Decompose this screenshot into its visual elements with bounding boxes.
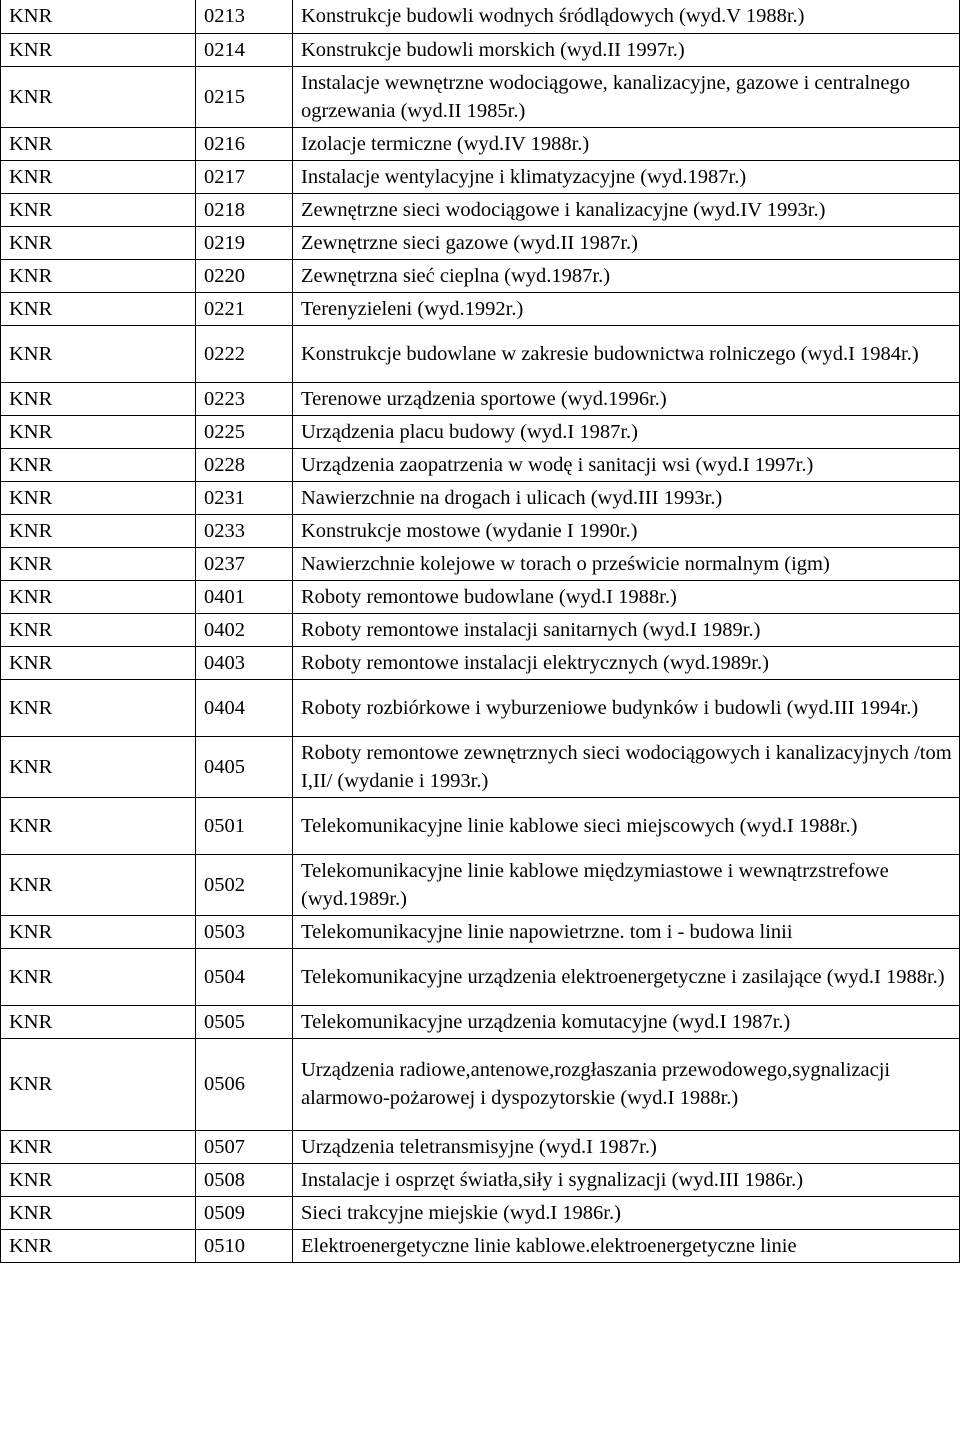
catalog-title-cell: Terenyzieleni (wyd.1992r.) [293,292,960,325]
catalog-prefix-cell: KNR [1,325,196,382]
table-row [1,382,960,415]
catalog-code-cell: 0508 [196,1163,293,1196]
catalog-title-cell: Urządzenia teletransmisyjne (wyd.I 1987r.) [293,1130,960,1163]
catalog-title-cell: Nawierzchnie na drogach i ulicach (wyd.III 1993r.) [293,481,960,514]
catalog-title-cell: Telekomunikacyjne linie napowietrzne. tom i - budowa linii [293,915,960,948]
catalog-prefix-cell: KNR [1,448,196,481]
catalog-code-cell: 0509 [196,1196,293,1229]
catalog-title-cell: Urządzenia zaopatrzenia w wodę i sanitacji wsi (wyd.I 1997r.) [293,448,960,481]
catalog-code-cell: 0505 [196,1005,293,1038]
table-row [1,448,960,481]
catalog-code-cell: 0403 [196,646,293,679]
catalog-code-cell: 0502 [196,854,293,915]
table-row [1,481,960,514]
table-row [1,854,960,915]
catalog-title-cell: Nawierzchnie kolejowe w torach o prześwicie normalnym (igm) [293,547,960,580]
catalog-title-cell: Konstrukcje mostowe (wydanie I 1990r.) [293,514,960,547]
catalog-code-cell: 0405 [196,736,293,797]
table-row [1,646,960,679]
table-row [1,915,960,948]
catalog-code-cell: 0404 [196,679,293,736]
catalog-prefix-cell: KNR [1,514,196,547]
table-row [1,547,960,580]
catalog-prefix-cell: KNR [1,292,196,325]
catalog-prefix-cell: KNR [1,1163,196,1196]
catalog-prefix-cell: KNR [1,127,196,160]
catalog-title-cell: Izolacje termiczne (wyd.IV 1988r.) [293,127,960,160]
table-row [1,1196,960,1229]
catalog-title-cell: Roboty remontowe zewnętrznych sieci wodociągowych i kanalizacyjnych /tom I,II/ (wydanie i 1993r.) [293,736,960,797]
catalog-prefix-cell: KNR [1,1196,196,1229]
catalog-prefix-cell: KNR [1,481,196,514]
table-row [1,797,960,854]
catalog-code-cell: 0216 [196,127,293,160]
catalog-code-cell: 0213 [196,0,293,33]
catalog-prefix-cell: KNR [1,547,196,580]
table-row [1,33,960,66]
catalog-prefix-cell: KNR [1,948,196,1005]
catalog-code-cell: 0504 [196,948,293,1005]
catalog-code-cell: 0510 [196,1229,293,1262]
table-row [1,1005,960,1038]
table-row [1,292,960,325]
table-row [1,736,960,797]
catalog-prefix-cell: KNR [1,580,196,613]
table-row [1,259,960,292]
table-row [1,325,960,382]
table-row [1,580,960,613]
catalog-code-cell: 0223 [196,382,293,415]
table-row [1,415,960,448]
table-row [1,679,960,736]
table-row [1,1130,960,1163]
catalog-prefix-cell: KNR [1,415,196,448]
catalog-prefix-cell: KNR [1,160,196,193]
catalog-title-cell: Roboty remontowe budowlane (wyd.I 1988r.) [293,580,960,613]
table-row [1,1229,960,1262]
catalog-title-cell: Terenowe urządzenia sportowe (wyd.1996r.) [293,382,960,415]
catalog-prefix-cell: KNR [1,382,196,415]
catalog-title-cell: Instalacje wewnętrzne wodociągowe, kanalizacyjne, gazowe i centralnego ogrzewania (wyd.II 1985r.) [293,66,960,127]
catalog-code-cell: 0503 [196,915,293,948]
catalog-code-cell: 0237 [196,547,293,580]
catalog-title-cell: Sieci trakcyjne miejskie (wyd.I 1986r.) [293,1196,960,1229]
catalog-title-cell: Konstrukcje budowli morskich (wyd.II 1997r.) [293,33,960,66]
catalog-title-cell: Urządzenia radiowe,antenowe,rozgłaszania przewodowego,sygnalizacji alarmowo-pożarowej i dyspozytorskie (wyd.I 1988r.) [293,1038,960,1130]
catalog-prefix-cell: KNR [1,613,196,646]
catalog-prefix-cell: KNR [1,1229,196,1262]
catalog-prefix-cell: KNR [1,193,196,226]
table-row [1,226,960,259]
catalog-title-cell: Roboty rozbiórkowe i wyburzeniowe budynków i budowli (wyd.III 1994r.) [293,679,960,736]
catalog-title-cell: Roboty remontowe instalacji sanitarnych (wyd.I 1989r.) [293,613,960,646]
catalog-prefix-cell: KNR [1,0,196,33]
catalog-title-cell: Telekomunikacyjne linie kablowe sieci miejscowych (wyd.I 1988r.) [293,797,960,854]
catalog-prefix-cell: KNR [1,33,196,66]
catalog-title-cell: Elektroenergetyczne linie kablowe.elektroenergetyczne linie [293,1229,960,1262]
catalog-code-cell: 0222 [196,325,293,382]
catalog-prefix-cell: KNR [1,226,196,259]
catalog-code-cell: 0231 [196,481,293,514]
catalog-prefix-cell: KNR [1,736,196,797]
catalog-title-cell: Telekomunikacyjne linie kablowe międzymiastowe i wewnątrzstrefowe (wyd.1989r.) [293,854,960,915]
catalog-title-cell: Konstrukcje budowli wodnych śródlądowych (wyd.V 1988r.) [293,0,960,33]
table-row [1,66,960,127]
catalog-prefix-cell: KNR [1,66,196,127]
table-row [1,193,960,226]
catalog-title-cell: Instalacje i osprzęt światła,siły i sygnalizacji (wyd.III 1986r.) [293,1163,960,1196]
table-row [1,160,960,193]
catalog-code-cell: 0215 [196,66,293,127]
catalog-code-cell: 0225 [196,415,293,448]
catalog-title-cell: Zewnętrzna sieć cieplna (wyd.1987r.) [293,259,960,292]
catalog-code-cell: 0507 [196,1130,293,1163]
catalog-code-cell: 0220 [196,259,293,292]
catalog-code-cell: 0217 [196,160,293,193]
catalog-prefix-cell: KNR [1,915,196,948]
table-row [1,1038,960,1130]
catalog-code-cell: 0219 [196,226,293,259]
catalog-prefix-cell: KNR [1,797,196,854]
catalog-prefix-cell: KNR [1,1038,196,1130]
catalog-title-cell: Telekomunikacyjne urządzenia elektroenergetyczne i zasilające (wyd.I 1988r.) [293,948,960,1005]
catalog-prefix-cell: KNR [1,259,196,292]
knr-table-body [1,0,960,1262]
table-row [1,948,960,1005]
catalog-code-cell: 0233 [196,514,293,547]
catalog-prefix-cell: KNR [1,1005,196,1038]
catalog-code-cell: 0221 [196,292,293,325]
catalog-code-cell: 0228 [196,448,293,481]
catalog-title-cell: Roboty remontowe instalacji elektrycznych (wyd.1989r.) [293,646,960,679]
catalog-title-cell: Urządzenia placu budowy (wyd.I 1987r.) [293,415,960,448]
table-row [1,0,960,33]
catalog-title-cell: Konstrukcje budowlane w zakresie budownictwa rolniczego (wyd.I 1984r.) [293,325,960,382]
table-row [1,127,960,160]
catalog-prefix-cell: KNR [1,854,196,915]
catalog-code-cell: 0501 [196,797,293,854]
catalog-code-cell: 0506 [196,1038,293,1130]
catalog-code-cell: 0214 [196,33,293,66]
catalog-prefix-cell: KNR [1,1130,196,1163]
catalog-prefix-cell: KNR [1,679,196,736]
catalog-code-cell: 0402 [196,613,293,646]
catalog-code-cell: 0218 [196,193,293,226]
table-row [1,613,960,646]
catalog-title-cell: Telekomunikacyjne urządzenia komutacyjne (wyd.I 1987r.) [293,1005,960,1038]
catalog-prefix-cell: KNR [1,646,196,679]
table-row [1,1163,960,1196]
catalog-code-cell: 0401 [196,580,293,613]
catalog-title-cell: Zewnętrzne sieci gazowe (wyd.II 1987r.) [293,226,960,259]
table-row [1,514,960,547]
catalog-title-cell: Instalacje wentylacyjne i klimatyzacyjne (wyd.1987r.) [293,160,960,193]
catalog-title-cell: Zewnętrzne sieci wodociągowe i kanalizacyjne (wyd.IV 1993r.) [293,193,960,226]
